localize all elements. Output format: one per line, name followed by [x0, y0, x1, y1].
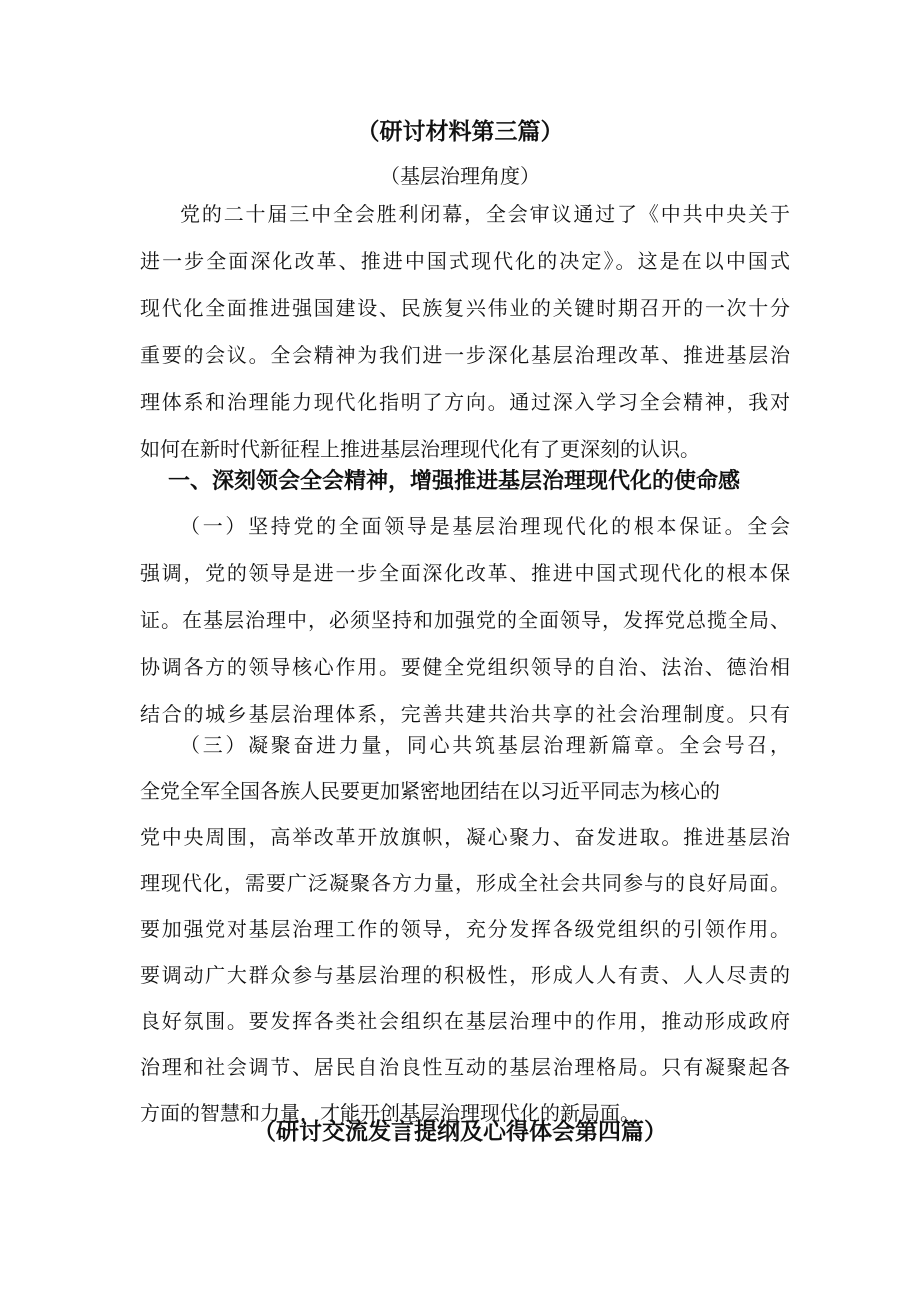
intro-line: 进一步全面深化改革、推进中国式现代化的决定》。这是在以中国式: [140, 249, 790, 273]
paragraph-two-line: 全党全军全国各族人民要更加紧密地团结在以习近平同志为核心的: [140, 779, 720, 803]
paragraph-one-line: （一）坚持党的全面领导是基层治理现代化的根本保证。全会: [180, 514, 790, 538]
document-title: （研讨材料第三篇）: [356, 119, 564, 145]
intro-line: 理体系和治理能力现代化指明了方向。通过深入学习全会精神，我对: [140, 390, 790, 414]
paragraph-two-line: 方面的智慧和力量，才能开创基层治理现代化的新局面。: [140, 1101, 640, 1125]
paragraph-one-line: 协调各方的领导核心作用。要健全党组织领导的自治、法治、德治相: [140, 655, 790, 679]
paragraph-one-line: 强调，党的领导是进一步全面深化改革、推进中国式现代化的根本保: [140, 561, 790, 585]
paragraph-two-line: 理现代化，需要广泛凝聚各方力量，形成全社会共同参与的良好局面。: [140, 871, 790, 895]
intro-line: 党的二十届三中全会胜利闭幕，全会审议通过了《中共中央关于: [180, 202, 790, 226]
paragraph-two-line: 治理和社会调节、居民自治良性互动的基层治理格局。只有凝聚起各: [140, 1055, 790, 1079]
intro-line: 重要的会议。全会精神为我们进一步深化基层治理改革、推进基层治: [140, 343, 790, 367]
next-section-heading: （研讨交流发言提纲及心得体会第四篇）: [253, 1119, 667, 1145]
paragraph-two-line: 要调动广大群众参与基层治理的积极性，形成人人有责、人人尽责的: [140, 963, 790, 987]
paragraph-two-line: （三）凝聚奋进力量，同心共筑基层治理新篇章。全会号召，: [180, 733, 790, 757]
paragraph-two-line: 党中央周围，高举改革开放旗帜，凝心聚力、奋发进取。推进基层治: [140, 825, 790, 849]
intro-line: 现代化全面推进强国建设、民族复兴伟业的关键时期召开的一次十分: [140, 296, 790, 320]
paragraph-two-line: 良好氛围。要发挥各类社会组织在基层治理中的作用，推动形成政府: [140, 1009, 790, 1033]
paragraph-one-line: 证。在基层治理中，必须坚持和加强党的全面领导，发挥党总揽全局、: [140, 608, 790, 632]
section-heading: 一、深刻领会全会精神，增强推进基层治理现代化的使命感: [168, 469, 741, 494]
intro-line: 如何在新时代新征程上推进基层治理现代化有了更深刻的认识。: [140, 437, 700, 461]
paragraph-one-line: 结合的城乡基层治理体系，完善共建共治共享的社会治理制度。只有: [140, 702, 790, 726]
paragraph-two-line: 要加强党对基层治理工作的领导，充分发挥各级党组织的引领作用。: [140, 917, 790, 941]
document-subtitle: （基层治理角度）: [380, 164, 540, 188]
